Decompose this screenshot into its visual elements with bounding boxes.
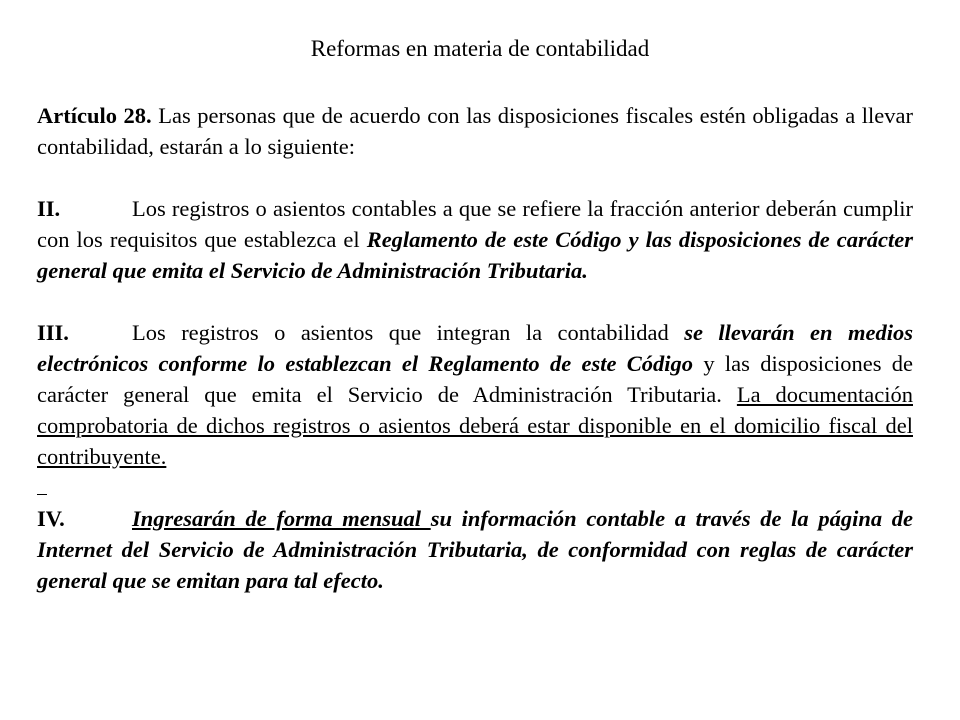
article-text: Las personas que de acuerdo con las disposiciones fiscales estén obligadas a llevar contabilidad, estarán a lo siguiente: — [37, 103, 913, 159]
fraction-3-paragraph — [37, 317, 913, 472]
page-title: Reformas en materia de contabilidad — [310, 36, 650, 61]
fraction-3-text: Los registros o asientos que integran la contabilidad — [132, 320, 685, 345]
fraction-4-number: IV. — [37, 506, 65, 531]
article-label: Artículo 28. — [37, 103, 152, 128]
fraction-4-emphasis: su información contable a través de la página de Internet del Servicio de Administración Tributaria, de conformidad con reglas de carácter general que se emitan para tal efecto. — [37, 506, 914, 593]
fraction-2-number: II. — [37, 196, 61, 221]
fraction-2-paragraph — [37, 193, 913, 286]
underline-mark — [37, 472, 913, 503]
fraction-4-paragraph — [37, 503, 913, 596]
document-body — [37, 100, 913, 596]
fraction-4-emphasis-underlined: Ingresarán de forma mensual — [132, 506, 431, 531]
article-paragraph — [37, 100, 913, 162]
fraction-2-text: Los registros o asientos contables a que se refiere la fracción anterior deberán cumplir con los requisitos que establezca el — [37, 196, 913, 252]
fraction-3-number: III. — [37, 320, 69, 345]
fraction-3-emphasis: se llevarán en medios electrónicos conforme lo establezcan el Reglamento de este Código — [37, 320, 913, 376]
underline-dash — [37, 472, 47, 495]
fraction-2-emphasis: Reglamento de este Código y las disposiciones de carácter general que emita el Servicio de Administración Tributaria. — [37, 227, 913, 283]
fraction-3-underlined: La documentación comprobatoria de dichos registros o asientos deberá estar disponible en el domicilio fiscal del contribuyente. — [37, 382, 913, 469]
fraction-3-text-2: y las disposiciones de carácter general que emita el Servicio de Administración Tributaria. — [37, 351, 913, 407]
